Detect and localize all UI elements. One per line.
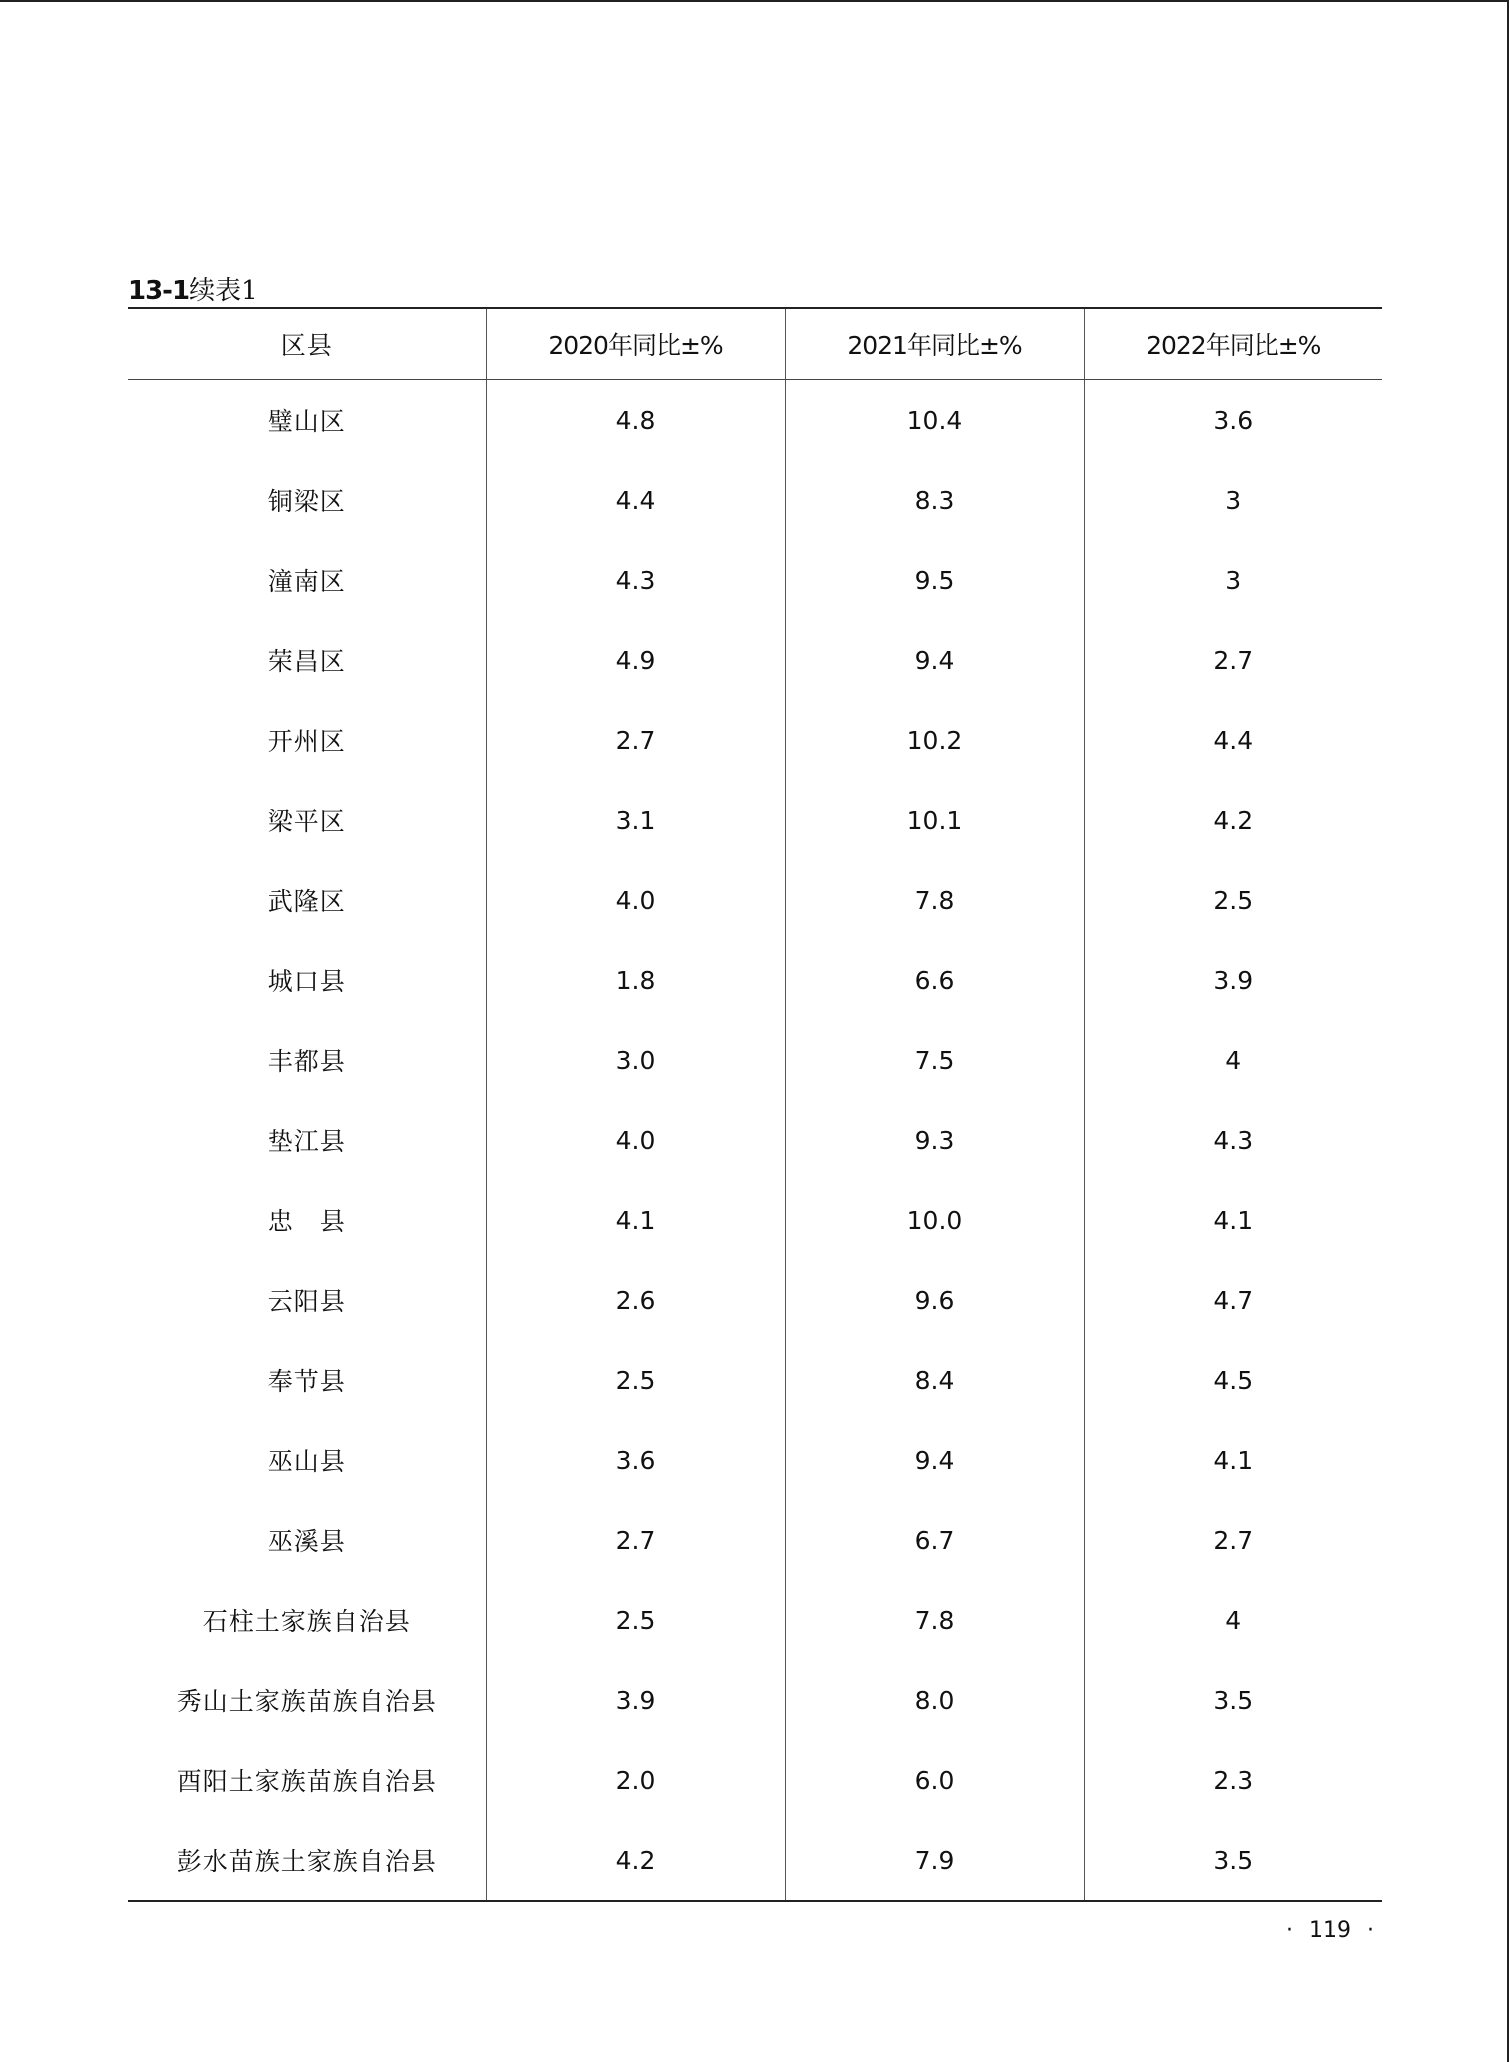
table-body — [128, 380, 1382, 1902]
cell-county: 垫江县 — [267, 1127, 346, 1156]
table-row — [128, 540, 1382, 620]
header-2022: 2022年同比±% — [1084, 308, 1382, 380]
cell-county: 秀山土家族苗族自治县 — [176, 1687, 437, 1716]
table-row — [128, 1580, 1382, 1660]
cell-value-2020: 4.8 — [486, 380, 785, 461]
cell-value-2021: 9.6 — [785, 1260, 1084, 1340]
cell-value-2021: 6.0 — [785, 1740, 1084, 1820]
cell-county: 忠 县 — [267, 1207, 346, 1236]
table-row — [128, 620, 1382, 700]
table-row — [128, 860, 1382, 940]
cell-value-2020: 2.5 — [486, 1340, 785, 1420]
cell-county: 石柱土家族自治县 — [202, 1607, 411, 1636]
page-top-border — [0, 0, 1509, 2]
cell-value-2021: 10.1 — [785, 780, 1084, 860]
cell-value-2022: 2.7 — [1084, 620, 1382, 700]
cell-county: 彭水苗族土家族自治县 — [128, 1820, 486, 1901]
cell-county: 城口县 — [267, 967, 346, 996]
cell-value-2022: 4.3 — [1084, 1100, 1382, 1180]
cell-value-2022: 4 — [1084, 1580, 1382, 1660]
cell-value-2020: 2.6 — [486, 1260, 785, 1340]
cell-value-2021: 8.4 — [785, 1340, 1084, 1420]
table-row — [128, 940, 1382, 1020]
cell-county: 开州区 — [267, 727, 346, 756]
cell-value-2021: 10.4 — [785, 380, 1084, 461]
table-row — [128, 700, 1382, 780]
cell-value-2020: 2.5 — [486, 1580, 785, 1660]
table-row — [128, 1420, 1382, 1500]
cell-value-2021: 7.8 — [785, 1580, 1084, 1660]
cell-county: 巫山县 — [267, 1447, 346, 1476]
table-row — [128, 1820, 1382, 1901]
cell-value-2021: 8.3 — [785, 460, 1084, 540]
table-row — [128, 380, 1382, 461]
header-2020: 2020年同比±% — [486, 308, 785, 380]
cell-value-2021: 6.6 — [785, 940, 1084, 1020]
cell-value-2021: 6.7 — [785, 1500, 1084, 1580]
cell-value-2021: 8.0 — [785, 1660, 1084, 1740]
cell-value-2020: 2.7 — [486, 1500, 785, 1580]
table-title-number: 13-1 — [128, 276, 190, 306]
cell-value-2022: 2.7 — [1084, 1500, 1382, 1580]
cell-value-2022: 4.1 — [1084, 1180, 1382, 1260]
page-dot-right: · — [1367, 1918, 1374, 1943]
cell-value-2022: 3 — [1084, 460, 1382, 540]
cell-value-2021: 7.9 — [785, 1820, 1084, 1901]
table-row — [128, 780, 1382, 860]
cell-county: 酉阳土家族苗族自治县 — [176, 1767, 437, 1796]
cell-value-2021: 9.4 — [785, 1420, 1084, 1500]
cell-value-2022: 4.1 — [1084, 1420, 1382, 1500]
cell-value-2020: 3.6 — [486, 1420, 785, 1500]
cell-value-2021: 9.5 — [785, 540, 1084, 620]
cell-value-2020: 1.8 — [486, 940, 785, 1020]
cell-county: 巫溪县 — [267, 1527, 346, 1556]
data-table — [128, 307, 1382, 1902]
cell-value-2022: 3 — [1084, 540, 1382, 620]
cell-county: 奉节县 — [267, 1367, 346, 1396]
cell-value-2022: 4.7 — [1084, 1260, 1382, 1340]
cell-value-2022: 3.6 — [1084, 380, 1382, 461]
cell-value-2022: 4.2 — [1084, 780, 1382, 860]
cell-county: 梁平区 — [267, 807, 346, 836]
table-row — [128, 1660, 1382, 1740]
cell-value-2020: 2.0 — [486, 1740, 785, 1820]
table-row — [128, 1180, 1382, 1260]
cell-value-2021: 7.5 — [785, 1020, 1084, 1100]
cell-value-2022: 2.3 — [1084, 1740, 1382, 1820]
table-title — [128, 270, 258, 307]
header-county: 区县 — [128, 308, 486, 380]
cell-value-2021: 9.4 — [785, 620, 1084, 700]
cell-value-2020: 4.9 — [486, 620, 785, 700]
cell-county: 潼南区 — [267, 567, 346, 596]
table-row — [128, 1740, 1382, 1820]
cell-value-2021: 10.2 — [785, 700, 1084, 780]
cell-county: 荣昌区 — [267, 647, 346, 676]
header-2021: 2021年同比±% — [785, 308, 1084, 380]
cell-value-2020: 2.7 — [486, 700, 785, 780]
cell-value-2022: 3.9 — [1084, 940, 1382, 1020]
cell-value-2020: 4.2 — [486, 1820, 785, 1901]
page-number-value: 119 — [1309, 1918, 1351, 1943]
cell-value-2022: 2.5 — [1084, 860, 1382, 940]
cell-value-2020: 4.0 — [486, 860, 785, 940]
cell-value-2021: 9.3 — [785, 1100, 1084, 1180]
page-number — [1270, 1918, 1390, 1943]
table-row — [128, 1500, 1382, 1580]
cell-county: 武隆区 — [267, 887, 346, 916]
cell-value-2020: 4.0 — [486, 1100, 785, 1180]
cell-value-2021: 7.8 — [785, 860, 1084, 940]
table-row — [128, 1260, 1382, 1340]
table-row — [128, 460, 1382, 540]
cell-value-2021: 10.0 — [785, 1180, 1084, 1260]
cell-value-2020: 3.0 — [486, 1020, 785, 1100]
cell-value-2022: 4.4 — [1084, 700, 1382, 780]
cell-value-2022: 3.5 — [1084, 1820, 1382, 1901]
cell-value-2022: 3.5 — [1084, 1660, 1382, 1740]
table-row — [128, 1020, 1382, 1100]
cell-value-2020: 4.1 — [486, 1180, 785, 1260]
table-title-label: 续表1 — [189, 276, 258, 306]
cell-county: 铜梁区 — [267, 487, 346, 516]
cell-value-2020: 4.4 — [486, 460, 785, 540]
cell-value-2020: 3.9 — [486, 1660, 785, 1740]
cell-value-2022: 4 — [1084, 1020, 1382, 1100]
cell-county: 云阳县 — [267, 1287, 346, 1316]
table-row — [128, 1100, 1382, 1180]
cell-value-2020: 4.3 — [486, 540, 785, 620]
cell-value-2020: 3.1 — [486, 780, 785, 860]
cell-county: 璧山区 — [267, 407, 346, 436]
table-row — [128, 1340, 1382, 1420]
cell-value-2022: 4.5 — [1084, 1340, 1382, 1420]
page-dot-left: · — [1286, 1918, 1293, 1943]
table-header-row — [128, 308, 1382, 380]
cell-county: 丰都县 — [267, 1047, 346, 1076]
